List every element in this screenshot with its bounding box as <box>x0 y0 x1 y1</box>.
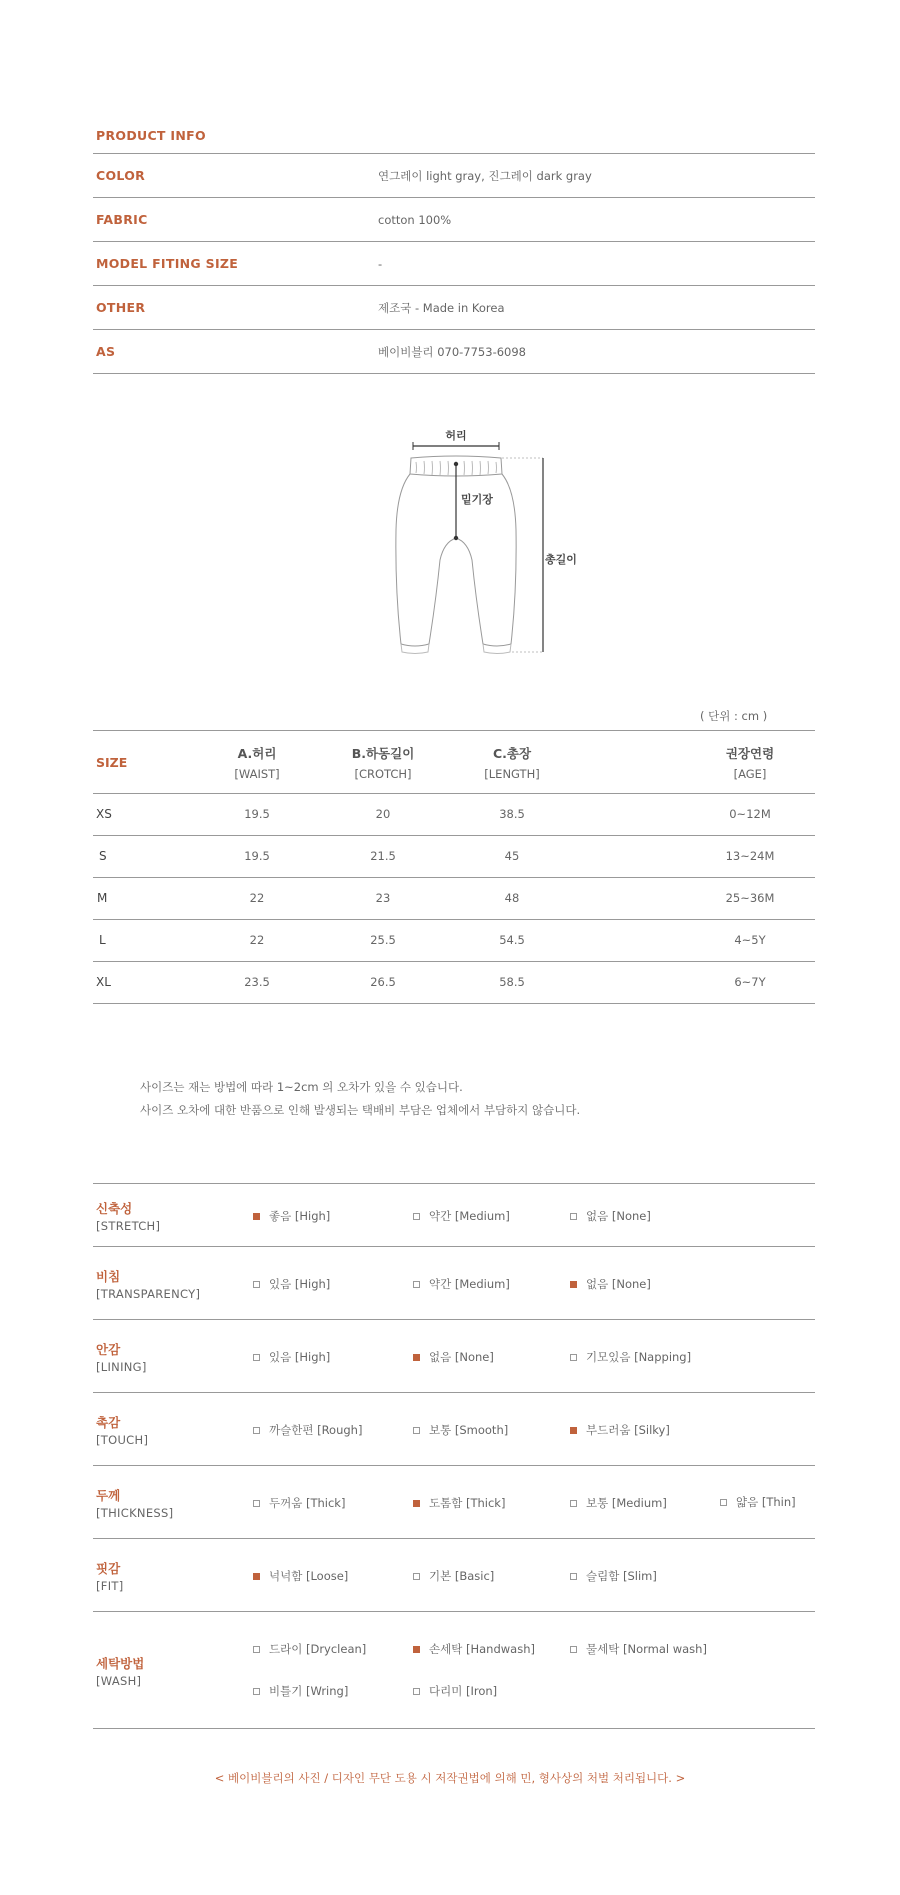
option-wash-handwash[interactable] <box>413 1641 535 1657</box>
checkbox-icon <box>253 1688 260 1695</box>
col-title: B.하동길이 <box>351 746 415 761</box>
option-label: 부드러움 [Silky] <box>586 1423 670 1437</box>
length-cell: 58.5 <box>499 975 525 989</box>
crotch-cell: 20 <box>375 807 391 821</box>
info-key: FABRIC <box>96 212 148 227</box>
option-touch-rough[interactable] <box>253 1422 362 1438</box>
property-row-touch <box>93 1393 815 1466</box>
option-touch-silky[interactable] <box>570 1422 670 1438</box>
option-label: 보통 [Smooth] <box>429 1423 509 1437</box>
property-name-en: [TOUCH] <box>96 1433 149 1447</box>
option-label: 손세탁 [Handwash] <box>429 1642 535 1656</box>
size-cell: XS <box>96 807 112 821</box>
table-row <box>93 920 815 962</box>
size-header: SIZE <box>96 755 128 770</box>
option-label: 비틀기 [Wring] <box>269 1684 349 1698</box>
option-lining-napping[interactable] <box>570 1349 691 1365</box>
checkbox-icon <box>570 1500 577 1507</box>
property-name-en: [WASH] <box>96 1674 142 1688</box>
age-cell: 13~24M <box>725 849 775 863</box>
property-name-ko: 두께 <box>96 1488 121 1503</box>
option-thickness-plump[interactable] <box>413 1495 505 1511</box>
waist-cell: 22 <box>249 891 265 905</box>
option-transparency-medium[interactable] <box>413 1276 510 1292</box>
option-label: 없음 [None] <box>429 1350 494 1364</box>
option-label: 도톰함 [Thick] <box>429 1496 506 1510</box>
fabric-properties-table <box>93 1183 815 1729</box>
option-wash-iron[interactable] <box>413 1683 497 1699</box>
table-row <box>93 836 815 878</box>
option-stretch-none[interactable] <box>570 1208 651 1224</box>
option-label: 물세탁 [Normal wash] <box>586 1642 707 1656</box>
option-transparency-high[interactable] <box>253 1276 330 1292</box>
option-label: 까슬한편 [Rough] <box>269 1423 363 1437</box>
property-name-en: [LINING] <box>96 1360 147 1374</box>
info-row-fabric <box>93 198 815 242</box>
option-fit-slim[interactable] <box>570 1568 657 1584</box>
info-value: - <box>378 256 383 271</box>
crotch-cell: 23 <box>375 891 391 905</box>
size-table-header <box>93 730 815 794</box>
property-row-stretch <box>93 1184 815 1247</box>
size-cell: S <box>99 849 107 863</box>
info-key: OTHER <box>96 300 146 315</box>
property-row-lining <box>93 1320 815 1393</box>
option-thickness-medium[interactable] <box>570 1495 667 1511</box>
option-label: 있음 [High] <box>269 1277 331 1291</box>
note-line: 사이즈는 재는 방법에 따라 1~2cm 의 오차가 있을 수 있습니다. <box>140 1080 463 1094</box>
col-sub: [AGE] <box>733 767 767 781</box>
checkbox-icon <box>253 1646 260 1653</box>
size-cell: XL <box>96 975 111 989</box>
length-cell: 48 <box>504 891 520 905</box>
option-label: 보통 [Medium] <box>586 1496 667 1510</box>
length-cell: 45 <box>504 849 520 863</box>
age-cell: 6~7Y <box>734 975 766 989</box>
info-value: 제조국 - Made in Korea <box>378 300 505 315</box>
length-label: 총길이 <box>545 553 577 566</box>
crotch-cell: 25.5 <box>370 933 396 947</box>
property-label <box>96 1654 144 1688</box>
checkbox-icon <box>413 1646 420 1653</box>
checkbox-icon <box>570 1354 577 1361</box>
checkbox-icon <box>253 1281 260 1288</box>
property-row-transparency <box>93 1247 815 1320</box>
option-wash-normal[interactable] <box>570 1641 707 1657</box>
property-row-wash <box>93 1612 815 1729</box>
info-key: MODEL FITING SIZE <box>96 256 239 271</box>
col-sub: [LENGTH] <box>484 767 540 781</box>
option-label: 기모있음 [Napping] <box>586 1350 692 1364</box>
property-label <box>96 1340 147 1374</box>
option-label: 약간 [Medium] <box>429 1277 510 1291</box>
property-name-en: [STRETCH] <box>96 1219 161 1233</box>
waist-cell: 19.5 <box>244 807 270 821</box>
checkbox-icon <box>720 1499 727 1506</box>
property-label <box>96 1267 200 1301</box>
info-key: COLOR <box>96 168 146 183</box>
property-name-ko: 세탁방법 <box>96 1656 145 1671</box>
property-name-ko: 비침 <box>96 1269 121 1284</box>
option-fit-loose[interactable] <box>253 1568 348 1584</box>
info-row-other <box>93 286 815 330</box>
property-row-fit <box>93 1539 815 1612</box>
property-label <box>96 1486 173 1520</box>
size-cell: M <box>97 891 108 905</box>
property-name-ko: 안감 <box>96 1342 121 1357</box>
length-cell: 54.5 <box>499 933 525 947</box>
info-row-model-size <box>93 242 815 286</box>
crotch-label: 밑기장 <box>461 493 493 506</box>
info-value: cotton 100% <box>378 212 452 227</box>
checkbox-icon <box>413 1573 420 1580</box>
checkbox-icon <box>413 1688 420 1695</box>
property-name-ko: 촉감 <box>96 1415 121 1430</box>
option-label: 두꺼움 [Thick] <box>269 1496 346 1510</box>
checkbox-icon <box>253 1427 260 1434</box>
checkbox-icon <box>413 1354 420 1361</box>
info-row-as <box>93 330 815 374</box>
waist-label: 허리 <box>445 430 467 442</box>
table-row <box>93 794 815 836</box>
length-cell: 38.5 <box>499 807 525 821</box>
property-label <box>96 1559 124 1593</box>
table-row <box>93 878 815 920</box>
property-name-ko: 핏감 <box>96 1561 121 1576</box>
product-info-table <box>93 118 815 374</box>
waist-cell: 23.5 <box>244 975 270 989</box>
option-label: 넉넉함 [Loose] <box>269 1569 349 1583</box>
option-thickness-thick[interactable] <box>253 1495 345 1511</box>
crotch-cell: 26.5 <box>370 975 396 989</box>
col-length <box>484 744 539 781</box>
age-cell: 4~5Y <box>734 933 766 947</box>
option-fit-basic[interactable] <box>413 1568 494 1584</box>
property-name-en: [THICKNESS] <box>96 1506 174 1520</box>
option-lining-none[interactable] <box>413 1349 494 1365</box>
age-cell: 25~36M <box>725 891 775 905</box>
col-sub: [CROTCH] <box>354 767 412 781</box>
option-label: 드라이 [Dryclean] <box>269 1642 367 1656</box>
checkbox-icon <box>413 1427 420 1434</box>
option-transparency-none[interactable] <box>570 1276 651 1292</box>
option-label: 없음 [None] <box>586 1277 651 1291</box>
option-label: 기본 [Basic] <box>429 1569 495 1583</box>
option-lining-high[interactable] <box>253 1349 330 1365</box>
info-row-color <box>93 154 815 198</box>
option-label: 있음 [High] <box>269 1350 331 1364</box>
checkbox-icon <box>253 1500 260 1507</box>
checkbox-icon <box>253 1213 260 1220</box>
copyright-notice: < 베이비블리의 사진 / 디자인 무단 도용 시 저작권법에 의해 민, 형사상의 처벌 처리됩니다. > <box>214 1771 686 1785</box>
property-label <box>96 1413 148 1447</box>
option-label: 얇음 [Thin] <box>736 1495 796 1509</box>
waist-cell: 22 <box>249 933 265 947</box>
option-wash-wring[interactable] <box>253 1683 348 1699</box>
crotch-cell: 21.5 <box>370 849 396 863</box>
checkbox-icon <box>413 1500 420 1507</box>
info-key: AS <box>96 344 116 359</box>
option-label: 다리미 [Iron] <box>429 1684 498 1698</box>
waist-cell: 19.5 <box>244 849 270 863</box>
property-name-en: [TRANSPARENCY] <box>96 1287 201 1301</box>
col-title: 권장연령 <box>725 746 775 761</box>
info-value: 연그레이 light gray, 진그레이 dark gray <box>378 168 592 183</box>
checkbox-icon <box>253 1573 260 1580</box>
checkbox-icon <box>570 1646 577 1653</box>
option-touch-smooth[interactable] <box>413 1422 508 1438</box>
checkbox-icon <box>413 1281 420 1288</box>
option-thickness-thin[interactable] <box>720 1494 796 1510</box>
size-cell: L <box>99 933 106 947</box>
size-table <box>93 730 815 1004</box>
product-info-title: PRODUCT INFO <box>93 118 815 154</box>
checkbox-icon <box>570 1281 577 1288</box>
option-label: 약간 [Medium] <box>429 1209 510 1223</box>
option-wash-dryclean[interactable] <box>253 1641 366 1657</box>
info-value: 베이비블리 070-7753-6098 <box>378 344 526 359</box>
option-label: 좋음 [High] <box>269 1209 331 1223</box>
option-stretch-high[interactable] <box>253 1208 330 1224</box>
size-notes <box>140 1076 580 1122</box>
note-line: 사이즈 오차에 대한 반품으로 인해 발생되는 택배비 부담은 업체에서 부담하지 않습니다. <box>140 1103 581 1117</box>
col-waist <box>234 744 279 781</box>
option-label: 슬림함 [Slim] <box>586 1569 657 1583</box>
col-title: A.허리 <box>237 746 277 761</box>
property-label <box>96 1199 160 1233</box>
property-name-en: [FIT] <box>96 1579 124 1593</box>
col-age <box>726 744 774 781</box>
checkbox-icon <box>413 1213 420 1220</box>
col-sub: [WAIST] <box>234 767 280 781</box>
col-title: C.총장 <box>492 746 532 761</box>
pants-size-diagram <box>370 430 600 670</box>
col-crotch <box>352 744 415 781</box>
unit-label: ( 단위 : cm ) <box>700 709 768 723</box>
table-row <box>93 962 815 1004</box>
checkbox-icon <box>570 1573 577 1580</box>
property-name-ko: 신축성 <box>96 1201 133 1216</box>
age-cell: 0~12M <box>729 807 771 821</box>
checkbox-icon <box>570 1427 577 1434</box>
checkbox-icon <box>253 1354 260 1361</box>
option-stretch-medium[interactable] <box>413 1208 510 1224</box>
option-label: 없음 [None] <box>586 1209 651 1223</box>
property-row-thickness <box>93 1466 815 1539</box>
checkbox-icon <box>570 1213 577 1220</box>
